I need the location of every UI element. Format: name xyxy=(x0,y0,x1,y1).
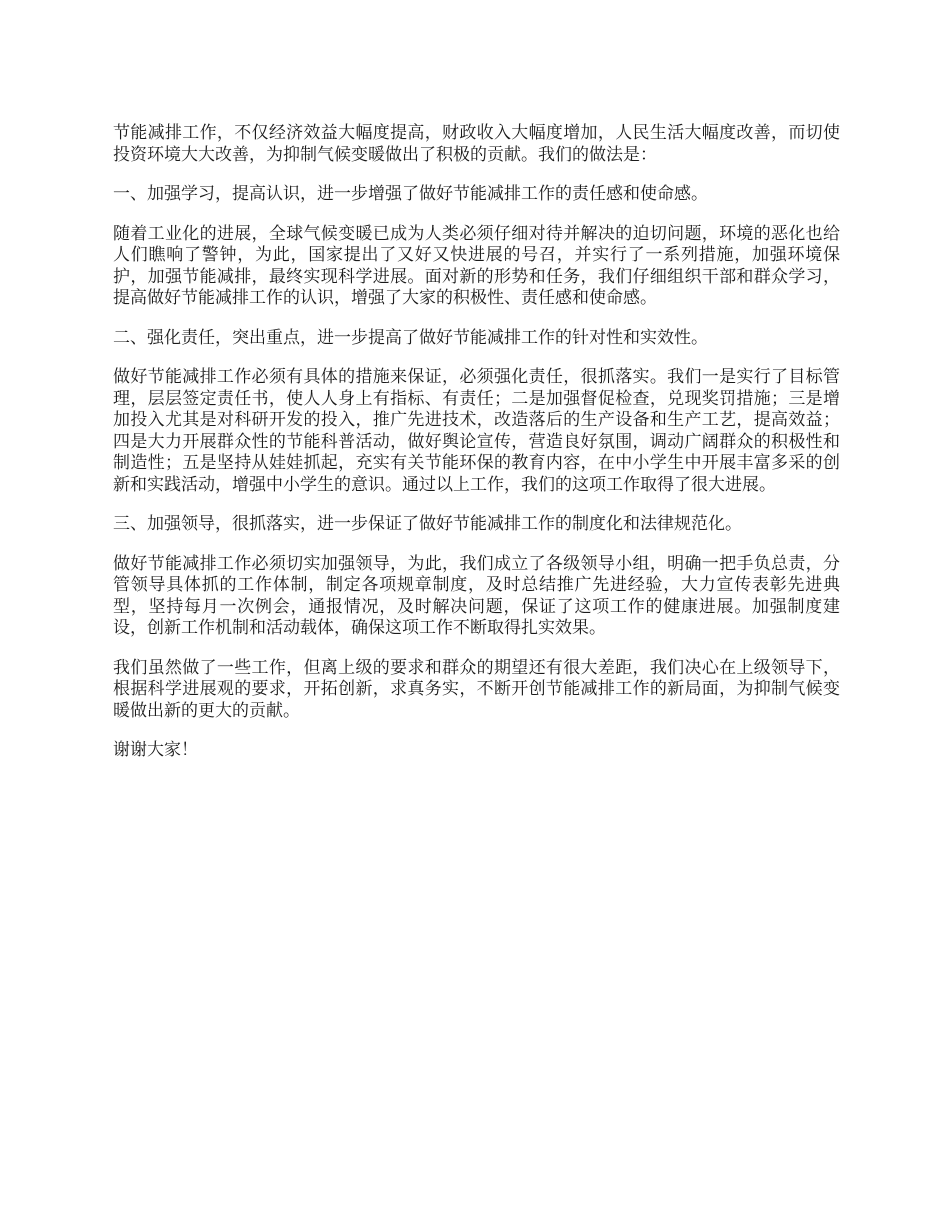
section-body-3: 做好节能减排工作必须切实加强领导，为此，我们成立了各级领导小组，明确一把手负总责，分管领导具体抓的工作体制，制定各项规章制度，及时总结推广先进经验，大力宣传表彰先进典型，坚持每月一次例会，通报情况，及时解决问题，保证了这项工作的健康进展。加强制度建设，创新工作机制和活动载体，确保这项工作不断取得扎实效果。 xyxy=(113,553,840,638)
section-body-1: 随着工业化的进展，全球气候变暖已成为人类必须仔细对待并解决的迫切问题，环境的恶化也给人们瞧响了警钟，为此，国家提出了又好又快进展的号召，并实行了一系列措施，加强环境保护，加强节能减排，最终实现科学进展。面对新的形势和任务，我们仔细组织干部和群众学习，提高做好节能减排工作的认识，增强了大家的积极性、责任感和使命感。 xyxy=(113,223,840,308)
intro-paragraph: 节能减排工作，不仅经济效益大幅度提高，财政收入大幅度增加，人民生活大幅度改善，而切使投资环境大大改善，为抑制气候变暖做出了积极的贡献。我们的做法是： xyxy=(113,123,840,165)
thanks-line: 谢谢大家！ xyxy=(113,740,198,760)
section-body-2: 做好节能减排工作必须有具体的措施来保证，必须强化责任，很抓落实。我们一是实行了目标管理，层层签定责任书，使人人身上有指标、有责任；二是加强督促检查，兑现奖罚措施；三是增加投入尤其是对科研开发的投入，推广先进技术，改造落后的生产设备和生产工艺，提高效益；四是大力开展群众性的节能科普活动，做好舆论宣传，营造良好氛围，调动广阔群众的积极性和制造性；五是坚持从娃娃抓起，充实有关节能环保的教育内容，在中小学生中开展丰富多采的创新和实践活动，增强中小学生的意识。通过以上工作，我们的这项工作取得了很大进展。 xyxy=(113,367,840,495)
section-heading-2: 二、强化责任，突出重点，进一步提高了做好节能减排工作的针对性和实效性。 xyxy=(113,327,708,348)
document-body xyxy=(113,123,840,780)
closing-paragraph: 我们虽然做了一些工作，但离上级的要求和群众的期望还有很大差距，我们决心在上级领导下，根据科学进展观的要求，开拓创新，求真务实，不断开创节能减排工作的新局面，为抑制气候变暖做出新的更大的贡献。 xyxy=(113,657,840,721)
section-heading-1: 一、加强学习，提高认识，进一步增强了做好节能减排工作的责任感和使命感。 xyxy=(113,184,708,204)
section-heading-3: 三、加强领导，很抓落实，进一步保证了做好节能减排工作的制度化和法律规范化。 xyxy=(113,514,742,534)
